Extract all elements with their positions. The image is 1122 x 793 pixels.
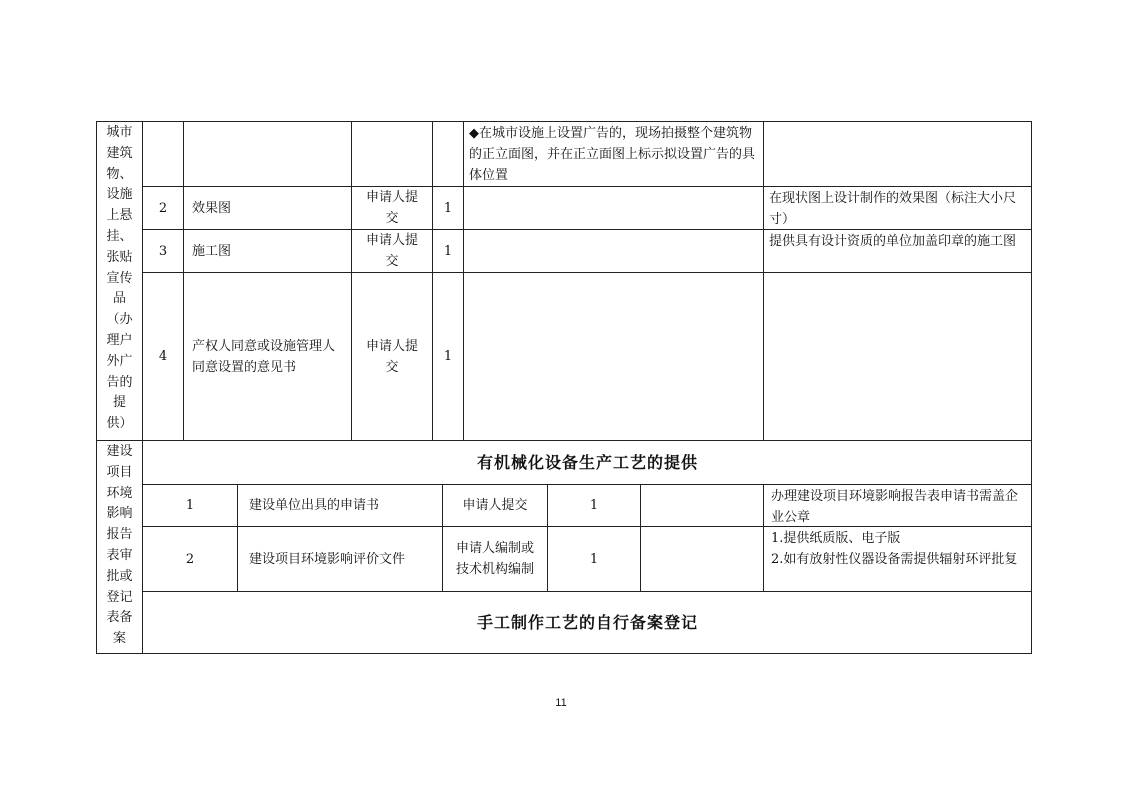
material-name: 效果图 (192, 200, 232, 216)
category-environment: 建设 项目 环境 影响 报告 表审 批或 登记 表备 案 (106, 444, 133, 647)
material-source: 申请人提交 (365, 338, 418, 375)
material-requirement (641, 485, 763, 526)
material-remark: 办理建设项目环境影响报告表申请书需盖企业公章 (771, 489, 1019, 525)
material-name: 产权人同意或设施管理人同意设置的意见书 (192, 338, 336, 375)
material-name: 施工图 (192, 243, 232, 259)
row-number: 1 (185, 498, 195, 513)
category-outdoor-ad: 城市 建筑 物、 设施 上悬 挂、 张贴 宣传 品 （办 理户 外广 告的 提 供） (106, 125, 133, 432)
row-number: 2 (158, 200, 168, 216)
material-name: 建设项目环境影响评价文件 (249, 551, 406, 567)
material-requirement (464, 273, 763, 440)
material-remark: 在现状图上设计制作的效果图（标注大小尺寸） (769, 191, 1017, 227)
material-name: 建设单位出具的申请书 (249, 498, 380, 513)
row-note: ◆在城市设施上设置广告的，现场拍摄整个建筑物的正立面图，并在正立面图上标示拟设置广告的具体位置 (469, 126, 756, 183)
section-banner: 有机械化设备生产工艺的提供 (476, 453, 698, 472)
material-remark: 提供具有设计资质的单位加盖印章的施工图 (769, 234, 1017, 249)
page-number: 11 (555, 697, 567, 709)
material-source: 申请人提交 (365, 190, 418, 226)
material-source: 申请人提交 (462, 498, 528, 513)
material-source: 申请人提交 (365, 233, 418, 269)
row-number: 3 (158, 243, 168, 259)
material-requirement (464, 187, 763, 229)
material-count: 1 (443, 243, 453, 259)
material-count: 1 (589, 498, 599, 513)
materials-table (96, 121, 1032, 654)
row-number: 2 (185, 551, 195, 567)
material-count: 1 (589, 551, 599, 567)
material-count: 1 (443, 349, 453, 364)
material-remark (764, 273, 1032, 440)
material-remark: 1.提供纸质版、电子版 2.如有放射性仪器设备需提供辐射环评批复 (771, 531, 1018, 567)
row-number: 4 (158, 349, 168, 364)
material-count: 1 (443, 200, 453, 216)
material-source: 申请人编制或技术机构编制 (455, 541, 534, 577)
section-banner: 手工制作工艺的自行备案登记 (476, 613, 698, 632)
material-requirement (641, 527, 763, 591)
material-requirement (464, 230, 763, 272)
